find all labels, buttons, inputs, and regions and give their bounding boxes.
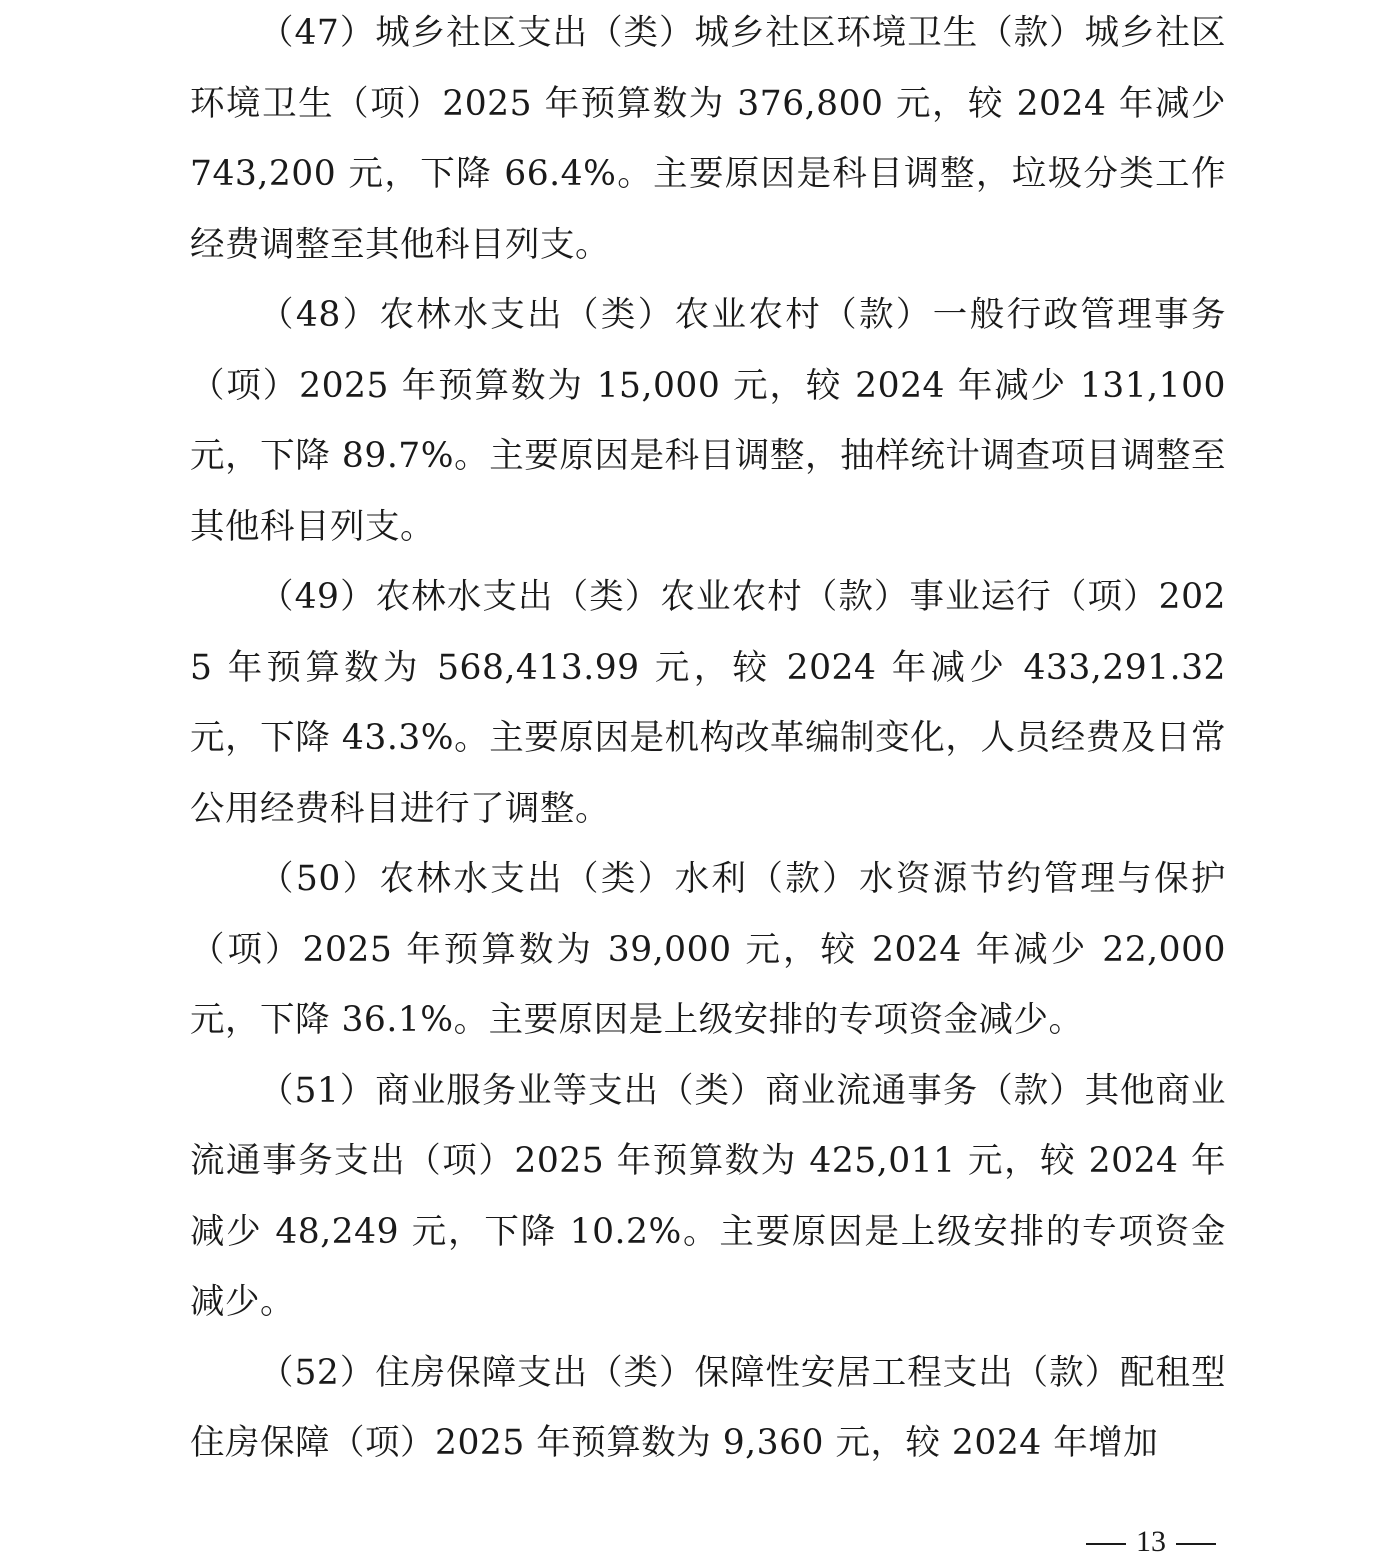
paragraph-52: （52）住房保障支出（类）保障性安居工程支出（款）配租型住房保障（项）2025 年预算数为 9,360 元，较 2024 年增加 — [190, 1352, 1226, 1463]
paragraph-49: （49）农林水支出（类）农业农村（款）事业运行（项）2025 年预算数为 568,413.99 元，较 2024 年减少 433,291.32 元，下降 43.3%。主要原因是机构改革编制变化，人员经费及日常公用经费科目进行了调整。 — [190, 577, 1226, 829]
paragraph-47: （47）城乡社区支出（类）城乡社区环境卫生（款）城乡社区环境卫生（项）2025 年预算数为 376,800 元，较 2024 年减少 743,200 元，下降 66.4%。主要原因是科目调整，垃圾分类工作经费调整至其他科目列支。 — [190, 13, 1226, 265]
page-number: 13 — [1136, 1525, 1166, 1558]
document-body — [190, 0, 1226, 1479]
paragraph-51: （51）商业服务业等支出（类）商业流通事务（款）其他商业流通事务支出（项）2025 年预算数为 425,011 元，较 2024 年减少 48,249 元，下降 10.2%。主要原因是上级安排的专项资金减少。 — [190, 1070, 1226, 1322]
page-footer — [1076, 1524, 1226, 1560]
paragraph-50: （50）农林水支出（类）水利（款）水资源节约管理与保护（项）2025 年预算数为 39,000 元，较 2024 年减少 22,000 元，下降 36.1%。主要原因是上级安排的专项资金减少。 — [190, 859, 1226, 1040]
footer-dash-right — [1176, 1543, 1216, 1545]
footer-dash-left — [1086, 1543, 1126, 1545]
paragraph-48: （48）农林水支出（类）农业农村（款）一般行政管理事务（项）2025 年预算数为 15,000 元，较 2024 年减少 131,100 元，下降 89.7%。主要原因是科目调整，抽样统计调查项目调整至其他科目列支。 — [190, 295, 1226, 547]
